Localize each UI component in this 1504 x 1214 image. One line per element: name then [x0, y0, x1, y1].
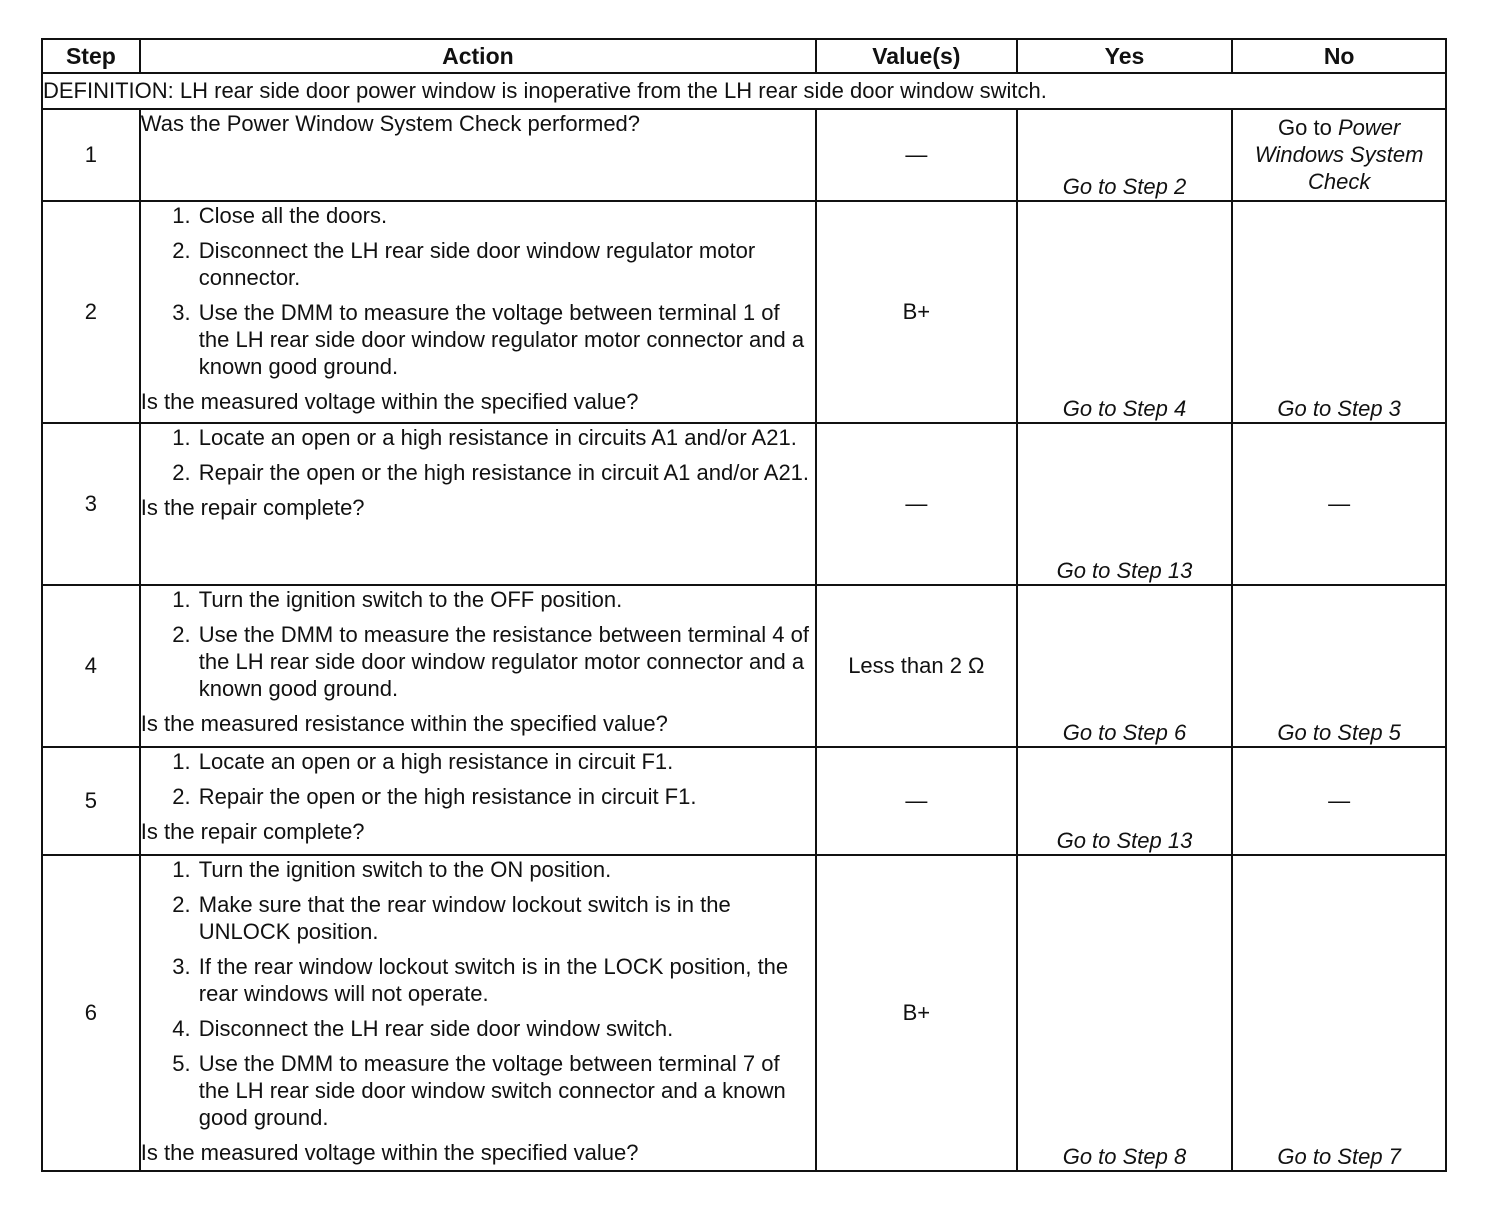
diagnostic-table	[41, 38, 1447, 1172]
substep: 1. Turn the ignition switch to the ON position.	[197, 856, 815, 883]
table-row	[42, 585, 1446, 747]
definition-text: DEFINITION: LH rear side door power window is inoperative from the LH rear side door window switch.	[42, 73, 1446, 109]
substep: 3. Use the DMM to measure the voltage between terminal 1 of the LH rear side door window regulator motor connector and a known good ground.	[197, 299, 815, 380]
value-cell: —	[816, 747, 1017, 855]
yes-cell: Go to Step 13	[1017, 423, 1233, 585]
substep-list	[141, 202, 815, 380]
step-number: 6	[42, 855, 140, 1171]
action-question: Is the repair complete?	[140, 819, 365, 844]
substep-list	[141, 748, 815, 810]
no-cell: Go to Step 5	[1232, 585, 1446, 747]
table-row	[42, 747, 1446, 855]
no-cell: —	[1232, 747, 1446, 855]
substep: 1. Turn the ignition switch to the OFF position.	[197, 586, 815, 613]
header-yes: Yes	[1017, 39, 1233, 73]
no-cell	[1232, 109, 1446, 201]
action-cell	[140, 109, 816, 201]
substep: 2. Repair the open or the high resistance in circuit F1.	[197, 783, 815, 810]
action-cell	[140, 855, 816, 1171]
substep: 1. Locate an open or a high resistance in circuit F1.	[197, 748, 815, 775]
header-row	[42, 39, 1446, 73]
header-action: Action	[140, 39, 816, 73]
value-cell: B+	[816, 201, 1017, 423]
value-cell: —	[816, 109, 1017, 201]
yes-cell: Go to Step 2	[1017, 109, 1233, 201]
value-cell: —	[816, 423, 1017, 585]
action-cell	[140, 585, 816, 747]
substep: 3. If the rear window lockout switch is in the LOCK position, the rear windows will not operate.	[197, 953, 815, 1007]
action-question: Is the measured voltage within the specified value?	[140, 389, 639, 414]
no-cell: Go to Step 3	[1232, 201, 1446, 423]
header-no: No	[1232, 39, 1446, 73]
action-question: Is the measured voltage within the specified value?	[140, 1140, 639, 1165]
step-number: 2	[42, 201, 140, 423]
value-cell: B+	[816, 855, 1017, 1171]
substep-list	[141, 586, 815, 702]
definition-row	[42, 73, 1446, 109]
table-row	[42, 855, 1446, 1171]
table-row	[42, 109, 1446, 201]
no-prefix: Go to	[1278, 115, 1338, 140]
substep: 2. Use the DMM to measure the resistance between terminal 4 of the LH rear side door window regulator motor connector and a known good ground.	[197, 621, 815, 702]
table-row	[42, 201, 1446, 423]
step-number: 4	[42, 585, 140, 747]
action-question: Is the measured resistance within the specified value?	[140, 711, 668, 736]
action-cell	[140, 747, 816, 855]
action-cell	[140, 201, 816, 423]
header-values: Value(s)	[816, 39, 1017, 73]
action-question: Is the repair complete?	[140, 495, 365, 520]
substep: 4. Disconnect the LH rear side door window switch.	[197, 1015, 815, 1042]
power-windows-system-check-link[interactable]: Power Windows System Check	[1254, 115, 1424, 194]
substep: 2. Disconnect the LH rear side door window regulator motor connector.	[197, 237, 815, 291]
substep-list	[141, 424, 815, 486]
no-cell: Go to Step 7	[1232, 855, 1446, 1171]
substep: 5. Use the DMM to measure the voltage between terminal 7 of the LH rear side door window switch connector and a known good ground.	[197, 1050, 815, 1131]
action-question: Was the Power Window System Check performed?	[140, 111, 641, 136]
substep: 1. Locate an open or a high resistance in circuits A1 and/or A21.	[197, 424, 815, 451]
substep: 1. Close all the doors.	[197, 202, 815, 229]
substep-list	[141, 856, 815, 1131]
no-cell: —	[1232, 423, 1446, 585]
step-number: 5	[42, 747, 140, 855]
yes-cell: Go to Step 8	[1017, 855, 1233, 1171]
yes-cell: Go to Step 6	[1017, 585, 1233, 747]
substep: 2. Make sure that the rear window lockout switch is in the UNLOCK position.	[197, 891, 815, 945]
yes-cell: Go to Step 13	[1017, 747, 1233, 855]
header-step: Step	[42, 39, 140, 73]
step-number: 1	[42, 109, 140, 201]
value-cell: Less than 2 Ω	[816, 585, 1017, 747]
step-number: 3	[42, 423, 140, 585]
substep: 2. Repair the open or the high resistance in circuit A1 and/or A21.	[197, 459, 815, 486]
yes-cell: Go to Step 4	[1017, 201, 1233, 423]
action-cell	[140, 423, 816, 585]
table-row	[42, 423, 1446, 585]
